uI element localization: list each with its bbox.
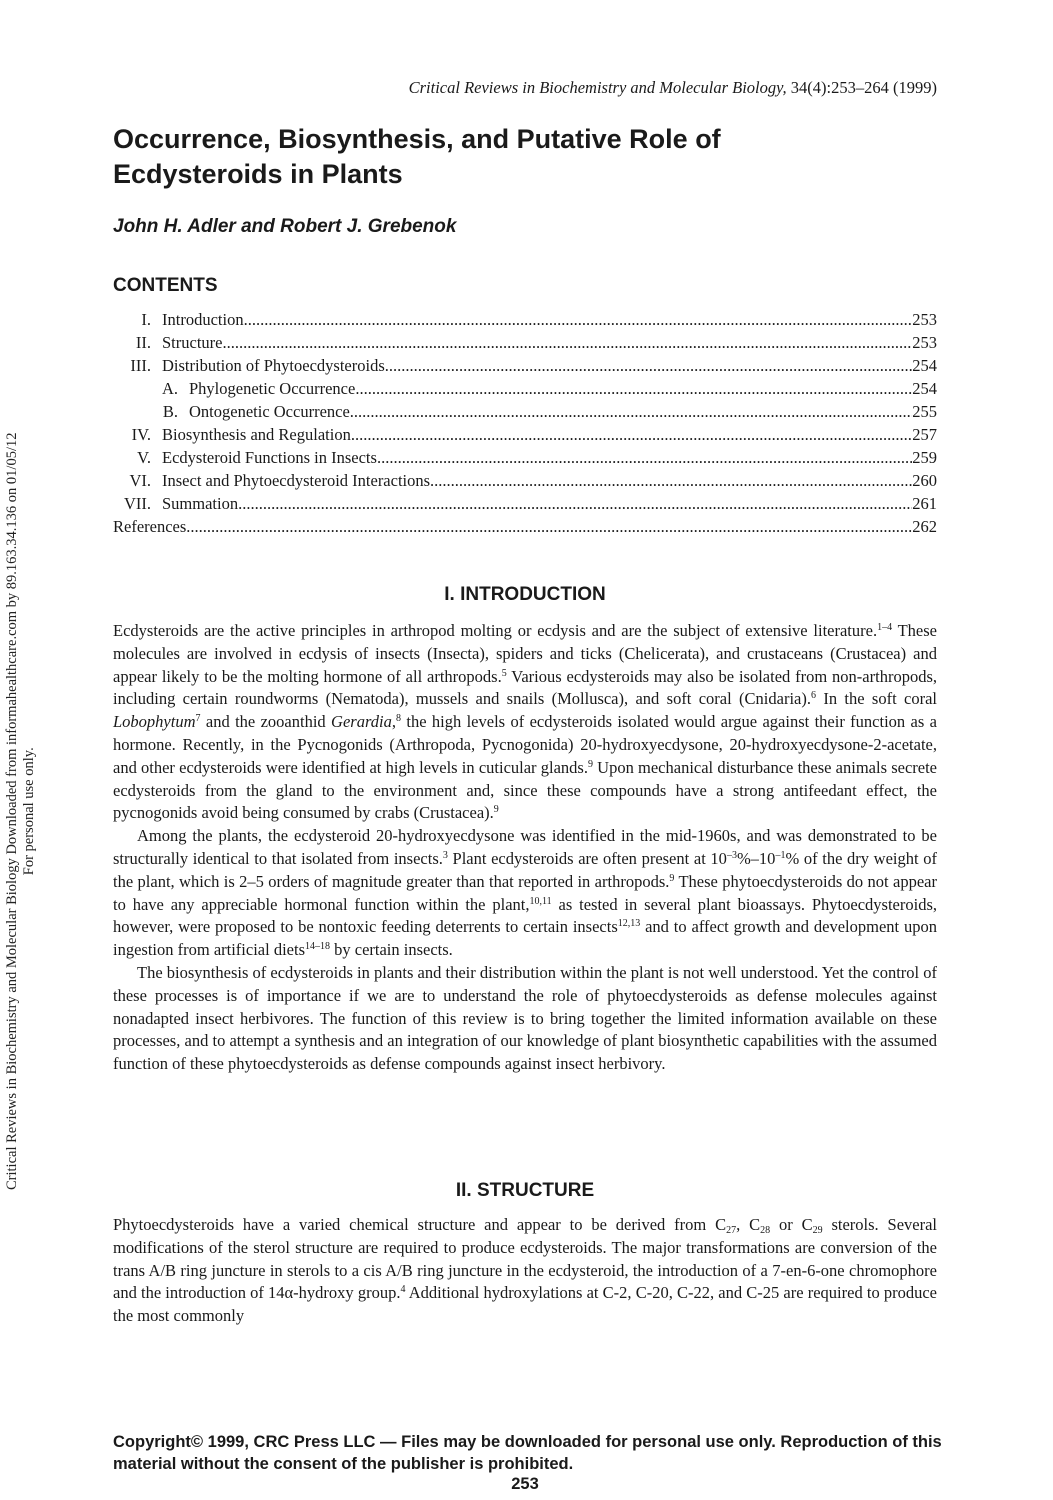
toc-leader — [351, 425, 912, 445]
toc-page: 257 — [912, 425, 937, 444]
toc-leader — [186, 517, 912, 537]
toc-title: Distribution of Phytoecdysteroids — [162, 356, 385, 375]
article-title — [113, 122, 873, 192]
toc-number: I. — [141, 310, 151, 329]
journal-volume-pages: 34(4):253–264 (1999) — [790, 78, 937, 97]
toc-leader — [355, 379, 912, 399]
journal-name: Critical Reviews in Biochemistry and Molecular Biology, — [408, 78, 787, 97]
toc-entry-distribution — [113, 356, 937, 379]
introduction-body — [113, 620, 937, 1076]
toc-number: VI. — [129, 471, 151, 490]
toc-number: VII. — [123, 494, 151, 513]
title-line-1: Occurrence, Biosynthesis, and Putative Role of — [113, 124, 721, 154]
toc-leader — [385, 356, 913, 376]
toc-number: IV. — [131, 425, 151, 444]
toc-leader — [430, 471, 912, 491]
toc-page: 261 — [912, 494, 937, 513]
introduction-heading: I. INTRODUCTION — [444, 584, 606, 605]
toc-number: B. — [162, 402, 178, 421]
structure-heading: II. STRUCTURE — [455, 1180, 595, 1201]
contents-heading: CONTENTS — [113, 275, 218, 296]
title-line-2: Ecdysteroids in Plants — [113, 159, 403, 189]
download-watermark — [4, 433, 38, 1190]
toc-title: Phylogenetic Occurrence — [189, 379, 356, 398]
toc-number: V. — [137, 448, 151, 467]
toc-title: Introduction — [162, 310, 244, 329]
toc-page: 255 — [912, 402, 937, 421]
toc-leader — [238, 494, 912, 514]
watermark-line-2: For personal use only. — [21, 747, 37, 876]
toc-entry-introduction — [113, 310, 937, 333]
toc-page: 254 — [912, 356, 937, 375]
toc-entry-biosynthesis — [113, 425, 937, 448]
toc-entry-interactions — [113, 471, 937, 494]
toc-entry-summation — [113, 494, 937, 517]
toc-title: Structure — [162, 333, 223, 352]
toc-title: Ecdysteroid Functions in Insects — [162, 448, 377, 467]
toc-title: References — [113, 517, 187, 536]
toc-leader — [244, 310, 913, 330]
toc-page: 254 — [912, 379, 937, 398]
toc-title: Summation — [162, 494, 239, 513]
toc-title: Ontogenetic Occurrence — [189, 402, 350, 421]
toc-number: II. — [135, 333, 151, 352]
toc-leader — [350, 402, 912, 422]
toc-page: 259 — [912, 448, 937, 467]
toc-leader — [222, 333, 912, 353]
toc-page: 253 — [912, 333, 937, 352]
toc-page: 253 — [912, 310, 937, 329]
introduction-paragraph-1: Ecdysteroids are the active principles in arthropod molting or ecdysis and are the subject of extensive literature.$^{1-4}$ These molecules are involved in ecdysis of insects (Insecta), spiders and ticks (Chelicerata), and crustaceans (Crustacea) and appear likely to be the molting hormone of all arthropods.$^5$ Various ecdysteroids may also be isolated from non-arthropods, including certain roundworms (Nematoda), mussels and snails (Mollusca), and soft coral (Cnidaria).$^6$ In the soft coral Lobophytum$^7$ and the zooanthid Gerardia,$^8$ the high levels of ecdysteroids isolated would argue against their function as a hormone. Recently, in the Pycnogonids (Arthropoda, Pycnogonida) 20-hydroxyecdysone, 20-hydroxyecdysone-2-acetate, and other ecdysteroids were identified at high levels in cuticular glands.$^9$ Upon mechanical disturbance these animals secrete ecdysteroids from the gland to the environment and, since these compounds have a strong antifeedant effect, the pycnogonids avoid being consumed by crabs (Crustacea).$^9$ — [113, 621, 937, 823]
toc-entry-structure — [113, 333, 937, 356]
introduction-paragraph-3: The biosynthesis of ecdysteroids in plants and their distribution within the plant is not well understood. Yet the control of these processes is of importance if we are to understand the role of phytoecdysteroids as defense molecules against nonadapted insect herbivores. The function of this review is to bring together the limited information available on these processes, and to attempt a synthesis and an integration of our knowledge of plant biosynthetic capabilities with the assumed function of these phytoecdysteroids as defense compounds against insect herbivory. — [113, 962, 937, 1074]
toc-title: Biosynthesis and Regulation — [162, 425, 351, 444]
introduction-paragraph-2: Among the plants, the ecdysteroid 20-hydroxyecdysone was identified in the mid-1960s, and was demonstrated to be structurally identical to that isolated from insects.$^3$ Plant ecdysteroids are often present at $10^{-3}\%-10^{-1}\%$ of the dry weight of the plant, which is 2–5 orders of magnitude greater than that reported in arthropods.$^9$ These phytoecdysteroids do not appear to have any appreciable hormonal function within the plant,$^{10,11}$ as tested in several plant bioassays. Phytoecdysteroids, however, were proposed to be nontoxic feeding deterrents to certain insects$^{12,13}$ and to affect growth and development upon ingestion from artificial diets$^{14-18}$ by certain insects. — [113, 826, 937, 960]
toc-entry-references — [113, 517, 937, 540]
toc-page: 262 — [912, 517, 937, 536]
structure-paragraph-1: Phytoecdysteroids have a varied chemical structure and appear to be derived from $C_{27}$, $C_{28}$ or $C_{29}$ sterols. Several modifications of the sterol structure are required to produce ecdysteroids. The major transformations are conversion of the trans A/B ring juncture in sterols to a cis A/B ring juncture in the ecdysteroid, the introduction of a 7-en-6-one chromophore and the introduction of 14α-hydroxy group.$^4$ Additional hydroxylations at C-2, C-20, C-22, and C-25 are required to produce the most commonly — [113, 1215, 937, 1326]
toc-leader — [377, 448, 912, 468]
toc-entry-ontogenetic — [113, 402, 937, 425]
structure-body — [113, 1214, 937, 1328]
toc-page: 260 — [912, 471, 937, 490]
toc-number: A. — [161, 379, 178, 398]
authors: John H. Adler and Robert J. Grebenok — [113, 216, 457, 237]
toc-number: III. — [130, 356, 151, 375]
toc-entry-functions — [113, 448, 937, 471]
toc-entry-phylogenetic — [113, 379, 937, 402]
toc-title: Insect and Phytoecdysteroid Interactions — [162, 471, 431, 490]
table-of-contents — [113, 310, 937, 540]
journal-citation — [409, 78, 937, 98]
watermark-line-1: Critical Reviews in Biochemistry and Molecular Biology Downloaded from informahealthcare.com by 89.163.34.136 on 01/05/12 — [4, 432, 20, 1190]
copyright-notice: Copyright© 1999, CRC Press LLC — Files may be downloaded for personal use only. Reproduction of this material without the consent of the publisher is prohibited. — [113, 1433, 942, 1473]
page-number: 253 — [511, 1475, 539, 1493]
